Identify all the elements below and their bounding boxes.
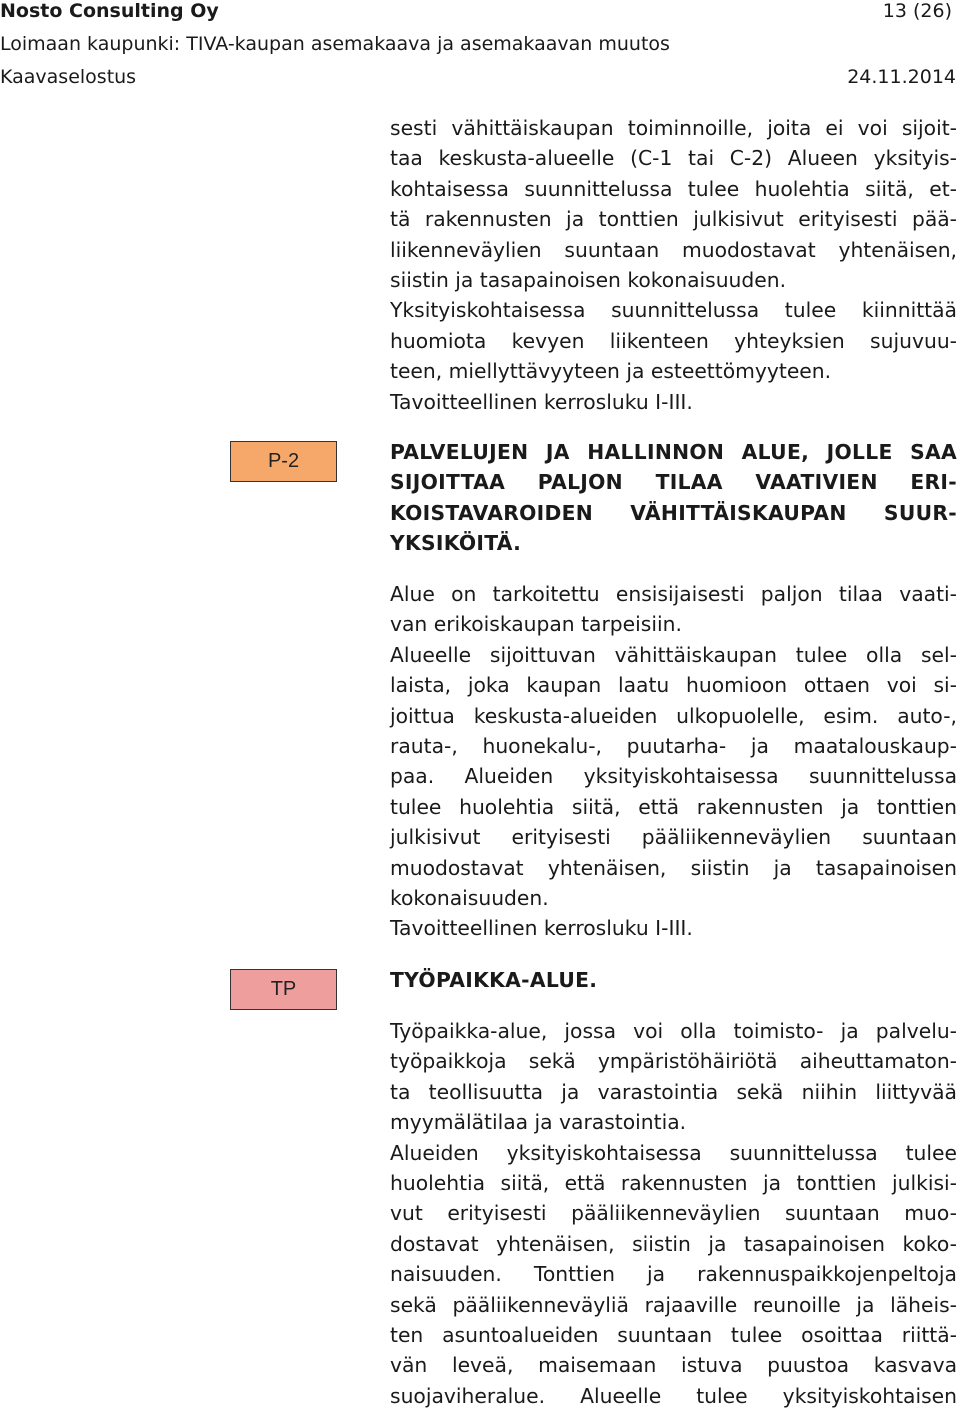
text-line: kohtaisessa suunnittelussa tulee huolehtia siitä, et- bbox=[390, 176, 957, 201]
text-line: ta teollisuutta ja varastointia sekä niihin liittyvää bbox=[390, 1079, 957, 1104]
text-line: paa. Alueiden yksityiskohtaisessa suunnittelussa bbox=[390, 764, 957, 789]
text-line: liikenneväylien suuntaan muodostavat yhtenäisen, bbox=[390, 237, 957, 262]
document-date: 24.11.2014 bbox=[847, 66, 956, 88]
text-line: laista, joka kaupan laatu huomioon ottaen voi si- bbox=[390, 673, 957, 698]
text-line: tulee huolehtia siitä, että rakennusten ja tonttien bbox=[390, 794, 957, 819]
text-line: työpaikkoja sekä ympäristöhäiriötä aiheuttamaton- bbox=[390, 1049, 957, 1074]
text-line: Yksityiskohtaisessa suunnittelussa tulee kiinnittää bbox=[390, 298, 957, 323]
p2-heading bbox=[390, 437, 957, 559]
project-title: Loimaan kaupunki: TIVA-kaupan asemakaava ja asemakaavan muutos bbox=[0, 33, 670, 55]
text-line: joittua keskusta-alueiden ulkopuolelle, esim. auto-, bbox=[390, 703, 957, 728]
page-number: 13 (26) bbox=[882, 0, 952, 22]
tp-body bbox=[390, 1016, 957, 1411]
text-line: huomiota kevyen liikenteen yhteyksien sujuvuu- bbox=[390, 328, 957, 353]
text-line: vut erityisesti pääliikenneväylien suuntaan muo- bbox=[390, 1201, 957, 1226]
text-line: Tavoitteellinen kerrosluku I-III. bbox=[390, 916, 693, 941]
text-line: Alueelle sijoittuvan vähittäiskaupan tulee olla sel- bbox=[390, 642, 957, 667]
text-line: naisuuden. Tonttien ja rakennuspaikkojenpeltoja bbox=[390, 1262, 957, 1287]
text-line: Työpaikka-alue, jossa voi olla toimisto- ja palvelu- bbox=[390, 1019, 957, 1043]
text-line: tä rakennusten ja tonttien julkisivut erityisesti pää- bbox=[390, 207, 957, 232]
zone-label-tp: TP bbox=[230, 969, 337, 1010]
text-line: taa keskusta-alueelle (C-1 tai C-2) Alueen yksityis- bbox=[390, 146, 957, 171]
text-line: Alueiden yksityiskohtaisessa suunnittelussa tulee bbox=[390, 1140, 957, 1165]
heading-line: KOISTAVAROIDEN VÄHITTÄISKAUPAN SUUR- bbox=[390, 500, 957, 525]
heading-line: SIJOITTAA PALJON TILAA VAATIVIEN ERI- bbox=[390, 470, 957, 495]
text-line: ten asuntoalueiden suuntaan tulee osoittaa riittä- bbox=[390, 1323, 957, 1348]
text-line: huolehtia siitä, että rakennusten ja tonttien julkisi- bbox=[390, 1171, 957, 1196]
text-line: sesti vähittäiskaupan toiminnoille, joita ei voi sijoit- bbox=[390, 116, 957, 140]
text-line: suojaviheralue. Alueelle tulee yksityiskohtaisen bbox=[390, 1383, 957, 1408]
tp-heading bbox=[390, 965, 957, 995]
p2-body bbox=[390, 579, 957, 944]
tp-body-text bbox=[390, 1016, 957, 1411]
zone-label-p2: P-2 bbox=[230, 441, 337, 482]
text-line: myymälätilaa ja varastointia. bbox=[390, 1110, 687, 1135]
text-line: teen, miellyttävyyteen ja esteettömyyteen. bbox=[390, 359, 832, 384]
text-line: vän leveä, maisemaan istuva puustoa kasvava bbox=[390, 1353, 957, 1378]
text-line: Alue on tarkoitettu ensisijaisesti paljon tilaa vaati- bbox=[390, 582, 957, 606]
intro-paragraph bbox=[390, 113, 957, 417]
text-line: dostavat yhtenäisen, siistin ja tasapainoisen koko- bbox=[390, 1231, 957, 1256]
text-line: muodostavat yhtenäisen, siistin ja tasapainoisen bbox=[390, 855, 957, 880]
heading-line: PALVELUJEN JA HALLINNON ALUE, JOLLE SAA bbox=[390, 440, 957, 464]
text-line: Tavoitteellinen kerrosluku I-III. bbox=[390, 389, 693, 414]
p2-heading-text bbox=[390, 437, 957, 559]
p2-body-text bbox=[390, 579, 957, 944]
text-line: kokonaisuuden. bbox=[390, 886, 549, 911]
text-line: sekä pääliikenneväyliä rajaaville reunoille ja läheis- bbox=[390, 1292, 957, 1317]
intro-section bbox=[390, 113, 957, 417]
text-line: siistin ja tasapainoisen kokonaisuuden. bbox=[390, 268, 787, 293]
tp-heading-text bbox=[390, 965, 957, 995]
text-line: van erikoiskaupan tarpeisiin. bbox=[390, 612, 682, 637]
company-name: Nosto Consulting Oy bbox=[0, 0, 219, 22]
heading-line: TYÖPAIKKA-ALUE. bbox=[390, 968, 598, 992]
heading-line: YKSIKÖITÄ. bbox=[390, 531, 522, 556]
text-line: rauta-, huonekalu-, puutarha- ja maatalouskaup- bbox=[390, 734, 957, 759]
document-type: Kaavaselostus bbox=[0, 66, 137, 88]
text-line: julkisivut erityisesti pääliikenneväylien suuntaan bbox=[390, 825, 957, 850]
